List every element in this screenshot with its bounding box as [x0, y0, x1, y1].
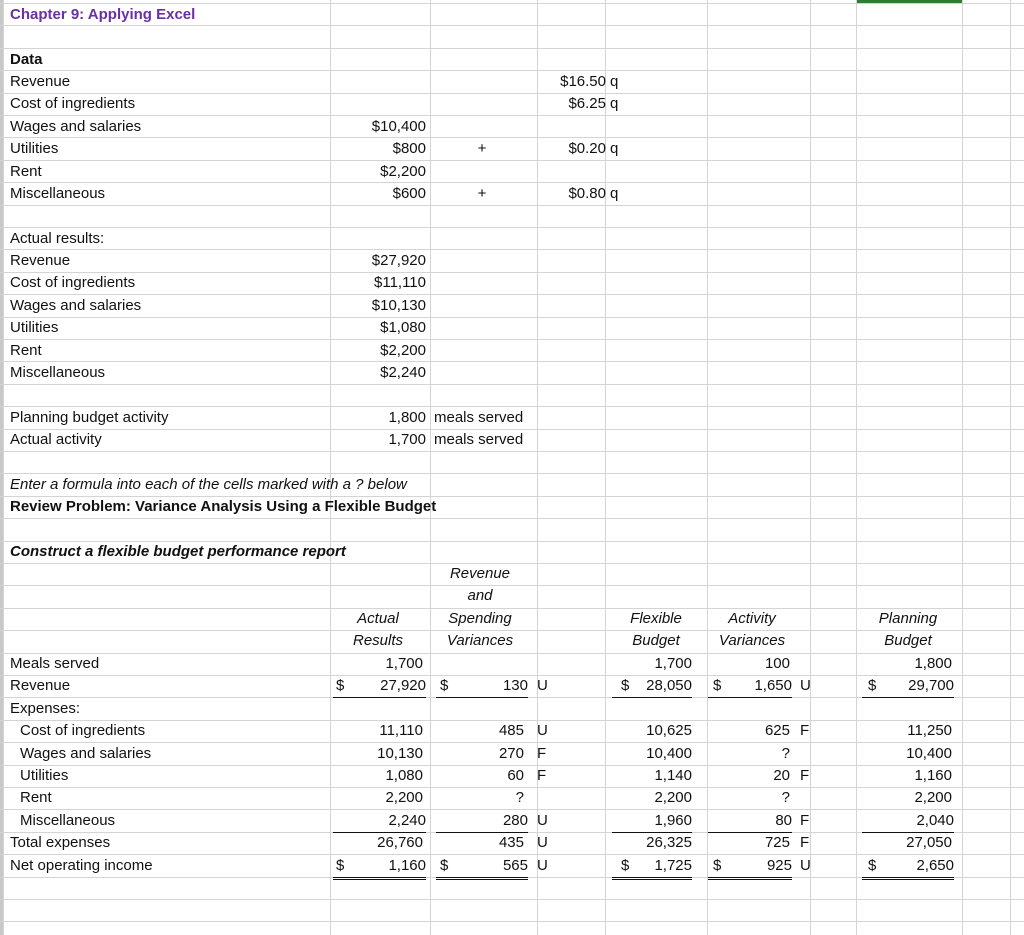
report-title: Construct a flexible budget performance report: [10, 543, 346, 560]
column-gridline: [3, 0, 4, 935]
report-flex-value[interactable]: [612, 698, 692, 720]
data-row-label: Cost of ingredients: [10, 95, 136, 112]
header-rsv-3: Spending: [448, 610, 512, 627]
data-row-variable[interactable]: $0.80: [568, 185, 606, 202]
report-plan-value[interactable]: 2,200: [914, 789, 952, 806]
report-actual-value[interactable]: 11,110: [379, 722, 423, 739]
instruction-text: Enter a formula into each of the cells marked with a ? below: [10, 476, 407, 493]
header-plan-1: Planning: [878, 610, 938, 627]
actual-row-label: Rent: [10, 342, 42, 359]
report-rsv-value[interactable]: ?: [515, 789, 524, 806]
report-actvar-fu: [800, 787, 820, 809]
actual-row-label: Wages and salaries: [10, 297, 142, 314]
data-row-unit: q: [610, 73, 619, 90]
report-flex-value[interactable]: 1,700: [654, 655, 692, 672]
report-flex-value[interactable]: 2,200: [654, 789, 692, 806]
report-actvar-fu: U: [800, 677, 811, 694]
data-row-label: Revenue: [10, 73, 71, 90]
report-actvar-value[interactable]: [708, 698, 790, 720]
report-flex-value[interactable]: 28,050: [612, 675, 692, 698]
actual-row-label: Utilities: [10, 319, 59, 336]
data-row-fixed[interactable]: [330, 93, 426, 115]
row-gridline: [0, 451, 1024, 452]
report-flex-value[interactable]: 10,400: [646, 745, 692, 762]
currency-symbol: $: [713, 677, 722, 694]
report-actual-value[interactable]: [333, 698, 423, 720]
report-actvar-value[interactable]: 1,650: [708, 675, 792, 698]
row-gridline: [0, 205, 1024, 206]
header-actvar-1: Activity: [728, 610, 776, 627]
column-gridline: [962, 0, 963, 935]
report-plan-value[interactable]: [862, 698, 952, 720]
report-actvar-fu: F: [800, 834, 810, 851]
data-row-unit: [610, 116, 650, 138]
report-row-label: Rent: [20, 789, 52, 806]
report-plan-value[interactable]: 29,700: [862, 675, 954, 698]
report-row-label: Meals served: [10, 655, 100, 672]
activity-label: Planning budget activity: [10, 409, 169, 426]
data-row-unit: q: [610, 185, 619, 202]
activity-unit: meals served: [434, 409, 524, 426]
data-row-label: Rent: [10, 163, 42, 180]
report-actvar-fu: [800, 743, 820, 765]
header-flex-1: Flexible: [630, 610, 682, 627]
data-row-unit: q: [610, 140, 619, 157]
data-row-plus: [434, 93, 530, 115]
data-heading: Data: [10, 51, 43, 68]
report-rsv-value[interactable]: 565: [436, 855, 528, 880]
report-rsv-fu: [537, 653, 557, 675]
report-flex-value[interactable]: 26,325: [646, 834, 692, 851]
sheet-title: Chapter 9: Applying Excel: [10, 6, 196, 23]
report-rsv-fu: U: [537, 857, 548, 874]
activity-label: Actual activity: [10, 431, 102, 448]
actual-row-value[interactable]: $1,080: [380, 319, 426, 336]
currency-symbol: $: [713, 857, 722, 874]
data-row-variable[interactable]: [537, 116, 606, 138]
data-row-label: Miscellaneous: [10, 185, 106, 202]
report-rsv-value[interactable]: 485: [498, 722, 524, 739]
activity-value[interactable]: 1,700: [388, 431, 426, 448]
actual-row-value[interactable]: $2,200: [380, 342, 426, 359]
currency-symbol: $: [868, 677, 877, 694]
report-rsv-fu: U: [537, 722, 548, 739]
data-row-fixed[interactable]: $600: [392, 185, 426, 202]
header-rsv-4: Variances: [446, 632, 514, 649]
report-actvar-value[interactable]: 20: [773, 767, 790, 784]
report-actvar-fu: F: [800, 812, 810, 829]
report-actual-value[interactable]: 1,700: [385, 655, 423, 672]
report-rsv-value[interactable]: 60: [507, 767, 524, 784]
report-actual-value[interactable]: 1,160: [333, 855, 426, 880]
data-row-fixed[interactable]: $2,200: [380, 163, 426, 180]
report-rsv-value[interactable]: 270: [498, 745, 524, 762]
header-actual-1: Actual: [357, 610, 399, 627]
row-gridline: [0, 384, 1024, 385]
column-gridline: [856, 0, 857, 935]
data-row-variable[interactable]: $6.25: [568, 95, 606, 112]
report-flex-value[interactable]: 10,625: [646, 722, 692, 739]
currency-symbol: $: [868, 857, 877, 874]
report-actvar-value[interactable]: ?: [781, 789, 790, 806]
report-plan-value[interactable]: 27,050: [906, 834, 952, 851]
report-plan-value[interactable]: 1,800: [914, 655, 952, 672]
report-actvar-fu: [800, 653, 820, 675]
report-plan-value[interactable]: 10,400: [906, 745, 952, 762]
header-actvar-2: Variances: [718, 632, 786, 649]
currency-symbol: $: [621, 677, 630, 694]
actual-row-value[interactable]: $27,920: [371, 252, 426, 269]
report-plan-value[interactable]: 2,040: [862, 810, 954, 833]
report-actual-value[interactable]: 27,920: [333, 675, 426, 698]
report-actvar-fu: F: [800, 722, 810, 739]
report-actvar-value[interactable]: 80: [708, 810, 792, 833]
header-actual-2: Results: [352, 632, 404, 649]
data-row-plus: [434, 161, 530, 183]
currency-symbol: $: [336, 677, 345, 694]
actual-row-label: Revenue: [10, 252, 71, 269]
report-actvar-fu: U: [800, 857, 811, 874]
row-gridline: [0, 899, 1024, 900]
data-row-plus: [434, 116, 530, 138]
data-row-variable[interactable]: $0.20: [568, 140, 606, 157]
row-gridline: [0, 921, 1024, 922]
report-rsv-fu: U: [537, 677, 548, 694]
report-row-label: Revenue: [10, 677, 71, 694]
report-actual-value[interactable]: 2,240: [333, 810, 426, 833]
report-plan-value[interactable]: 11,250: [907, 722, 952, 739]
data-row-unit: q: [610, 95, 619, 112]
report-rsv-fu: F: [537, 745, 547, 762]
report-rsv-fu: [537, 787, 557, 809]
data-row-unit: [610, 161, 650, 183]
report-actvar-value[interactable]: 100: [764, 655, 790, 672]
data-row-variable[interactable]: [537, 161, 606, 183]
header-plan-2: Budget: [884, 632, 932, 649]
report-actvar-fu: [800, 698, 820, 720]
report-actual-value[interactable]: 26,760: [377, 834, 423, 851]
report-rsv-value[interactable]: [436, 698, 524, 720]
currency-symbol: $: [621, 857, 630, 874]
report-actual-value[interactable]: 1,080: [385, 767, 423, 784]
report-row-label: Total expenses: [10, 834, 111, 851]
data-row-label: Utilities: [10, 140, 59, 157]
report-row-label: Utilities: [20, 767, 69, 784]
row-gridline: [0, 518, 1024, 519]
report-actual-value[interactable]: 2,200: [385, 789, 423, 806]
report-actvar-value[interactable]: 725: [764, 834, 790, 851]
data-row-variable[interactable]: $16.50: [560, 73, 606, 90]
header-rsv-2: and: [467, 587, 493, 604]
actual-row-value[interactable]: $11,110: [374, 274, 426, 291]
report-actvar-value[interactable]: 625: [764, 722, 790, 739]
report-flex-value[interactable]: 1,140: [654, 767, 692, 784]
activity-value[interactable]: 1,800: [388, 409, 426, 426]
data-row-plus: +: [477, 185, 487, 202]
report-rsv-value[interactable]: 280: [436, 810, 528, 833]
data-row-fixed[interactable]: $10,400: [371, 118, 426, 135]
report-actvar-value[interactable]: ?: [781, 745, 790, 762]
report-rsv-fu: F: [537, 767, 547, 784]
report-actvar-fu: F: [800, 767, 810, 784]
column-gridline: [430, 0, 431, 935]
report-row-label: Net operating income: [10, 857, 153, 874]
data-row-label: Wages and salaries: [10, 118, 142, 135]
report-rsv-fu: U: [537, 834, 548, 851]
report-actual-value[interactable]: 10,130: [377, 745, 423, 762]
data-row-plus: [434, 71, 530, 93]
data-row-fixed[interactable]: [330, 71, 426, 93]
actual-row-label: Miscellaneous: [10, 364, 106, 381]
actual-row-value[interactable]: $2,240: [380, 364, 426, 381]
activity-unit: meals served: [434, 431, 524, 448]
actual-row-label: Cost of ingredients: [10, 274, 136, 291]
report-plan-value[interactable]: 2,650: [862, 855, 954, 880]
data-row-fixed[interactable]: $800: [392, 140, 426, 157]
report-rsv-fu: [537, 698, 557, 720]
actual-row-value[interactable]: $10,130: [371, 297, 426, 314]
currency-symbol: $: [440, 857, 449, 874]
header-flex-2: Budget: [632, 632, 680, 649]
column-gridline: [1010, 0, 1011, 935]
report-row-label: Expenses:: [10, 700, 81, 717]
data-row-plus: +: [477, 140, 487, 157]
report-row-label: Cost of ingredients: [20, 722, 146, 739]
report-actvar-value[interactable]: 925: [708, 855, 792, 880]
currency-symbol: $: [336, 857, 345, 874]
review-title: Review Problem: Variance Analysis Using a Flexible Budget: [10, 498, 437, 515]
report-flex-value[interactable]: 1,960: [612, 810, 692, 833]
report-plan-value[interactable]: 1,160: [914, 767, 952, 784]
header-rsv-1: Revenue: [449, 565, 511, 582]
report-rsv-value[interactable]: 435: [498, 834, 524, 851]
report-rsv-value[interactable]: 130: [436, 675, 528, 698]
report-row-label: Miscellaneous: [20, 812, 116, 829]
report-flex-value[interactable]: 1,725: [612, 855, 692, 880]
report-rsv-fu: U: [537, 812, 548, 829]
report-rsv-value[interactable]: [436, 653, 524, 675]
actual-heading: Actual results:: [10, 230, 105, 247]
currency-symbol: $: [440, 677, 449, 694]
report-row-label: Wages and salaries: [20, 745, 152, 762]
